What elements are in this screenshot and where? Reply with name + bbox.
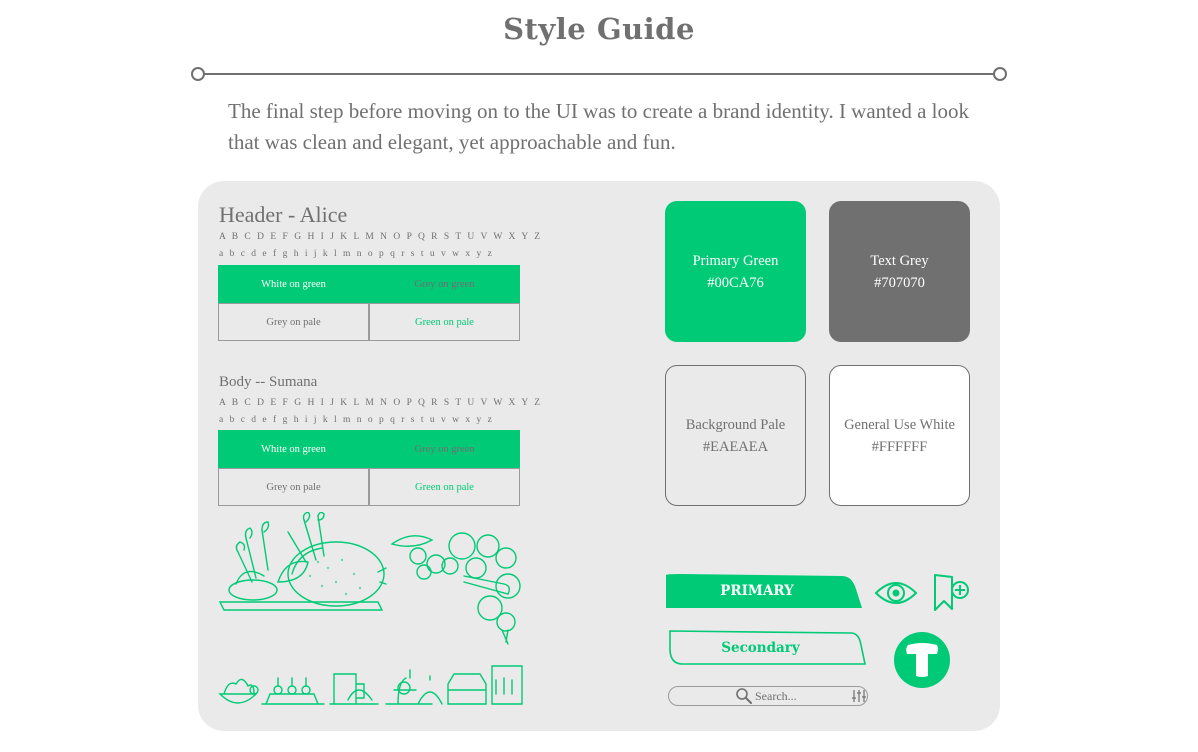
header-uppercase-alphabet: A B C D E F G H I J K L M N O P Q R S T U V W X Y Z [219,232,543,242]
vegetables-illustration [390,526,528,646]
sample-white-on-green: White on green [218,430,369,468]
sample-grey-on-green: Grey on green [369,430,520,468]
secondary-button-label: Secondary [721,639,800,656]
title-divider [191,66,1007,82]
swatch-name: Primary Green [692,252,779,269]
body-contrast-table [218,430,520,506]
primary-button-label: PRIMARY [720,583,794,599]
t-logo-icon [894,632,950,688]
swatch-general-white [829,365,970,506]
search-icon [735,687,753,705]
body-font-title: Body -- Sumana [219,374,318,390]
intro-paragraph: The final step before moving on to the UI was to create a brand identity. I wanted a look that was clean and elegant, yet approachable and fun. [228,99,969,154]
sample-grey-on-green: Grey on green [369,265,520,303]
search-placeholder: Search... [755,689,797,703]
sample-green-on-pale: Green on pale [369,468,520,506]
secondary-button[interactable] [669,629,866,666]
filter-sliders-icon[interactable] [851,688,867,704]
page-title: Style Guide [503,12,695,46]
swatch-primary-green [665,201,806,342]
sample-green-on-pale: Green on pale [369,303,520,341]
eye-icon[interactable] [874,575,918,611]
header-font-title: Header - Alice [219,202,348,227]
primary-button[interactable] [666,573,862,609]
sample-grey-on-pale: Grey on pale [218,468,369,506]
search-bar[interactable] [668,686,868,706]
header-contrast-table [218,265,520,341]
sample-grey-on-pale: Grey on pale [218,303,369,341]
header-lowercase-alphabet: a b c d e f g h i j k l m n o p q r s t u v w x y z [219,249,494,259]
swatch-name: Background Pale [685,416,786,433]
swatch-name: General Use White [844,416,955,433]
swatch-hex: #707070 [874,274,925,291]
swatch-hex: #00CA76 [707,274,764,291]
food-icons-strip [218,660,528,712]
bookmark-add-icon[interactable] [932,573,970,613]
swatch-text-grey [829,201,970,342]
sample-white-on-green: White on green [218,265,369,303]
swatch-name: Text Grey [870,252,929,269]
body-uppercase-alphabet: A B C D E F G H I J K L M N O P Q R S T U V W X Y Z [219,398,543,408]
body-lowercase-alphabet: a b c d e f g h i j k l m n o p q r s t u v w x y z [219,415,494,425]
bread-wheat-illustration [218,512,388,614]
swatch-hex: #FFFFFF [871,438,928,455]
swatch-hex: #EAEAEA [702,438,769,455]
swatch-background-pale [665,365,806,506]
